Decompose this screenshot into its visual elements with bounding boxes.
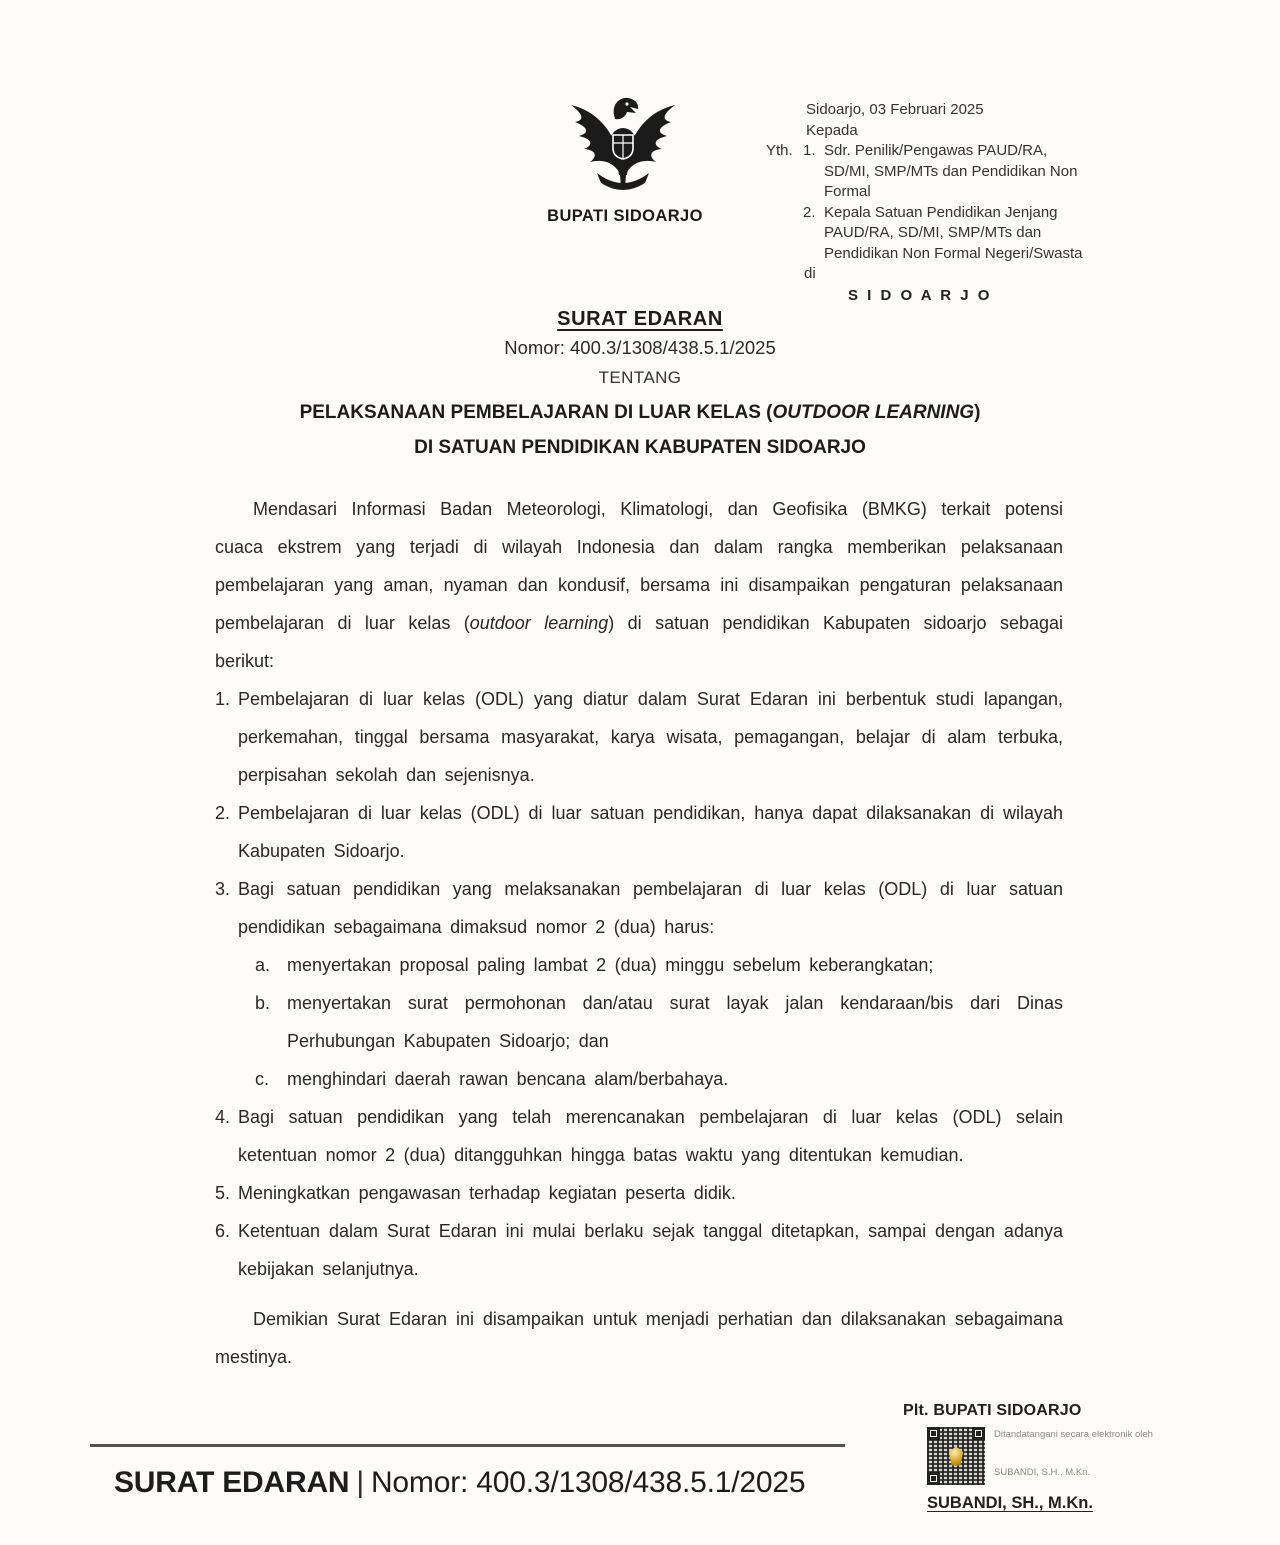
sub-text: menyertakan proposal paling lambat 2 (dua) minggu sebelum keberangkatan;: [287, 955, 934, 975]
footer-doc-type: SURAT EDARAN: [114, 1466, 350, 1499]
recipient-item: [766, 141, 1111, 203]
item-number: 5.: [215, 1183, 231, 1203]
signature-block: [903, 1402, 1203, 1513]
agency-name: BUPATI SIDOARJO: [547, 207, 703, 225]
letter-date: Sidoarjo, 03 Februari 2025: [806, 101, 984, 118]
sub-text: menyertakan surat permohonan dan/atau surat layak jalan kendaraan/bis dari Dinas Perhubungan Kabupaten Sidoarjo; dan: [287, 993, 1063, 1051]
item-text: Meningkatkan pengawasan terhadap kegiatan peserta didik.: [238, 1183, 736, 1203]
recipient-line: SD/MI, SMP/MTs dan Pendidikan Non: [824, 162, 1078, 180]
sub-item: [255, 1060, 1063, 1098]
footer: [114, 1466, 805, 1500]
letter-body: [215, 490, 1063, 1376]
sub-text: menghindari daerah rawan bencana alam/berbahaya.: [287, 1069, 729, 1089]
esign-name: SUBANDI, S.H., M.Kn.: [994, 1467, 1091, 1478]
qr-finder-icon: [927, 1472, 940, 1485]
recipient-item: [766, 203, 1111, 265]
di-label: di: [804, 265, 816, 282]
recipient-line: Sdr. Penilik/Pengawas PAUD/RA,: [824, 142, 1048, 159]
item-text: Bagi satuan pendidikan yang melaksanakan pembelajaran di luar kelas (ODL) di luar satuan pendidikan sebagaimana dimaksud nomor 2 (dua) harus:: [238, 879, 1063, 937]
footer-separator: |: [356, 1466, 364, 1499]
qr-code: [927, 1427, 985, 1485]
subject-line-2: DI SATUAN PENDIDIKAN KABUPATEN SIDOARJO: [414, 437, 866, 458]
recipient-number: 1.: [803, 142, 816, 159]
item-text: Pembelajaran di luar kelas (ODL) yang diatur dalam Surat Edaran ini berbentuk studi lapangan, perkemahan, tinggal bersama masyarakat, karya wisata, pemagangan, belajar di alam terbuka, perpisahan sekolah dan sejenisnya.: [238, 689, 1063, 785]
list-item: [215, 794, 1063, 870]
qr-finder-icon: [972, 1427, 985, 1440]
sub-item: [255, 984, 1063, 1060]
recipient-line: PAUD/RA, SD/MI, SMP/MTs dan: [824, 224, 1042, 241]
qr-finder-icon: [927, 1427, 940, 1440]
item-text: Bagi satuan pendidikan yang telah merencanakan pembelajaran di luar kelas (ODL) selain ketentuan nomor 2 (dua) ditangguhkan hingga batas waktu yang ditentukan kemudian.: [238, 1107, 1063, 1165]
recipient-line: Pendidikan Non Formal Negeri/Swasta: [824, 244, 1083, 262]
sub-letter: c.: [255, 1069, 270, 1089]
item-number: 3.: [215, 879, 231, 899]
list-item: [215, 1174, 1063, 1212]
sub-letter: a.: [255, 955, 271, 975]
recipient-number: 2.: [803, 203, 816, 221]
signatory-title: Plt. BUPATI SIDOARJO: [903, 1402, 1082, 1419]
item-number: 2.: [215, 803, 231, 823]
city-name: S I D O A R J O: [848, 286, 992, 304]
item-number: 4.: [215, 1107, 231, 1127]
tentang-label: TENTANG: [598, 368, 682, 387]
doc-number: Nomor: 400.3/1308/438.5.1/2025: [504, 337, 776, 358]
closing-paragraph: Demikian Surat Edaran ini disampaikan untuk menjadi perhatian dan dilaksanakan sebagaimana mestinya.: [215, 1309, 1063, 1367]
item-text: Ketentuan dalam Surat Edaran ini mulai berlaku sejak tanggal ditetapkan, sampai dengan adanya kebijakan selanjutnya.: [238, 1221, 1063, 1279]
subject-line-1: PELAKSANAAN PEMBELAJARAN DI LUAR KELAS (OUTDOOR LEARNING): [299, 402, 981, 423]
gold-seal-icon: [947, 1447, 966, 1466]
list-item: [215, 870, 1063, 946]
opening-paragraph: Mendasari Informasi Badan Meteorologi, Klimatologi, dan Geofisika (BMKG) terkait potensi cuaca ekstrem yang terjadi di wilayah Indonesia dan dalam rangka memberikan pelaksanaan pembelajaran yang aman, nyaman dan kondusif, bersama ini disampaikan pengaturan pelaksanaan pembelajaran di luar kelas (outdoor learning) di satuan pendidikan Kabupaten sidoarjo sebagai berikut:: [215, 499, 1063, 671]
signatory-name: SUBANDI, SH., M.Kn.: [927, 1494, 1093, 1512]
recipient-block: [766, 100, 1111, 306]
list-item: [215, 680, 1063, 794]
recipient-line: Kepala Satuan Pendidikan Jenjang: [824, 203, 1058, 221]
list-item: [215, 1098, 1063, 1174]
item-text: Pembelajaran di luar kelas (ODL) di luar satuan pendidikan, hanya dapat dilaksanakan di wilayah Kabupaten Sidoarjo.: [238, 803, 1063, 861]
footer-number: Nomor: 400.3/1308/438.5.1/2025: [370, 1466, 806, 1499]
garuda-emblem-icon: [563, 92, 683, 206]
yth-label: Yth.: [766, 142, 793, 159]
item-number: 6.: [215, 1221, 231, 1241]
title-block: [0, 308, 1280, 459]
recipient-line: Formal: [824, 183, 871, 200]
sub-item: [255, 946, 1063, 984]
item-number: 1.: [215, 689, 231, 709]
footer-rule: [90, 1444, 845, 1447]
doc-type-title: SURAT EDARAN: [557, 308, 723, 330]
sub-letter: b.: [255, 993, 271, 1013]
kepada-label: Kepada: [806, 121, 858, 139]
esign-note: Ditandatangani secara elektronik oleh: [994, 1429, 1153, 1440]
list-item: [215, 1212, 1063, 1288]
